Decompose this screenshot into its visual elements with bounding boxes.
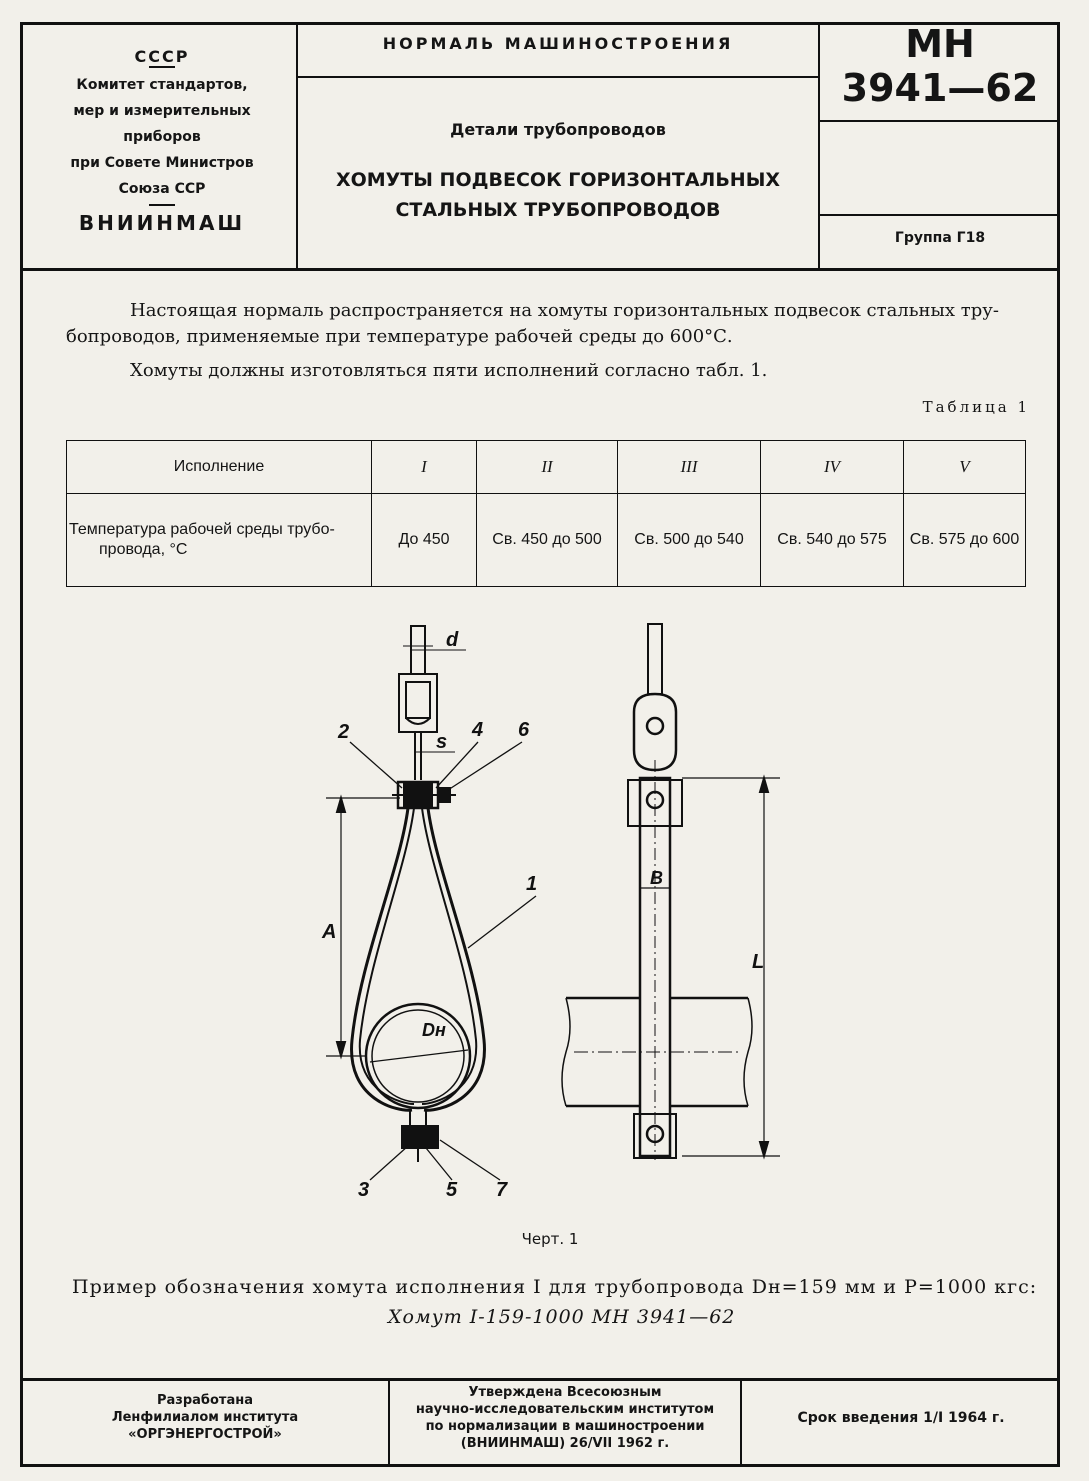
label-part-7: 7 bbox=[496, 1179, 508, 1201]
footer-top-rule bbox=[20, 1378, 1060, 1381]
group-rule bbox=[820, 214, 1060, 216]
table-cell: Св. 540 до 575 bbox=[761, 494, 904, 587]
dev-line-3: «ОРГЭНЕРГОСТРОЙ» bbox=[128, 1427, 282, 1442]
label-part-2: 2 bbox=[338, 721, 350, 743]
label-A: A bbox=[322, 921, 337, 943]
label-L: L bbox=[752, 951, 765, 973]
dev-line-2: Ленфилиалом института bbox=[111, 1410, 299, 1425]
label-part-1: 1 bbox=[526, 873, 538, 895]
table-col-header: II bbox=[477, 441, 618, 494]
intro-line-1: Настоящая нормаль распространяется на хомуты горизонтальных подвесок стальных тру- bbox=[130, 300, 999, 321]
org-line: мер и измерительных bbox=[73, 103, 251, 119]
label-part-3: 3 bbox=[358, 1179, 370, 1201]
header-bottom-rule bbox=[20, 268, 1060, 271]
label-d: d bbox=[446, 629, 459, 651]
approval-line-3: по нормализации в машиностроении bbox=[425, 1419, 705, 1434]
approval-line-2: научно-исследовательским институтом bbox=[415, 1402, 715, 1417]
table-header-row bbox=[67, 441, 1026, 494]
intro-paragraph-2: Хомуты должны изготовляться пяти исполнений согласно табл. 1. bbox=[130, 360, 768, 381]
technical-drawing bbox=[0, 600, 1089, 1260]
doc-title-line-2: СТАЛЬНЫХ ТРУБОПРОВОДОВ bbox=[395, 199, 721, 221]
row-label-line-1: Температура рабочей среды трубо- bbox=[69, 521, 335, 538]
org-name: ВНИИНМАШ bbox=[78, 211, 246, 235]
code-rule bbox=[820, 120, 1060, 122]
group-label: Группа Г18 bbox=[894, 230, 986, 246]
table-caption: Таблица 1 bbox=[922, 398, 1030, 416]
standard-code bbox=[820, 22, 1060, 110]
doc-title bbox=[298, 165, 818, 225]
header-divider-1 bbox=[296, 22, 298, 270]
normal-title: НОРМАЛЬ МАШИНОСТРОЕНИЯ bbox=[382, 34, 734, 53]
org-line: приборов bbox=[123, 129, 201, 145]
front-view bbox=[326, 626, 536, 1180]
table-col-header: I bbox=[372, 441, 477, 494]
label-s: s bbox=[436, 731, 448, 753]
code-number: 3941—62 bbox=[841, 66, 1039, 110]
approval-line-4: (ВНИИНМАШ) 26/VII 1962 г. bbox=[460, 1436, 670, 1451]
table-cell: Св. 575 до 600 bbox=[904, 494, 1026, 587]
table-cell: До 450 bbox=[372, 494, 477, 587]
table-row-label bbox=[67, 494, 372, 587]
label-part-5: 5 bbox=[446, 1179, 458, 1201]
effective-date: Срок введения 1/I 1964 г. bbox=[797, 1410, 1005, 1426]
org-block bbox=[28, 44, 296, 236]
doc-title-line-1: ХОМУТЫ ПОДВЕСОК ГОРИЗОНТАЛЬНЫХ bbox=[335, 169, 781, 191]
normal-title-rule bbox=[298, 76, 818, 78]
table-col-header: IV bbox=[761, 441, 904, 494]
intro-paragraph-1 bbox=[66, 298, 1028, 350]
table-col-header: III bbox=[618, 441, 761, 494]
subject-title: Детали трубопроводов bbox=[450, 120, 666, 139]
org-country: СССР bbox=[134, 47, 190, 66]
table-col-header: V bbox=[904, 441, 1026, 494]
intro-line-2: бопроводов, применяемые при температуре рабочей среды до 600°С. bbox=[66, 326, 733, 347]
row-label-line-2: провода, °С bbox=[99, 541, 188, 558]
table-header-label: Исполнение bbox=[67, 441, 372, 494]
side-view bbox=[562, 624, 780, 1160]
developer-block bbox=[22, 1392, 388, 1443]
example-line-2: Хомут I-159-1000 МН 3941—62 bbox=[388, 1306, 736, 1328]
drawing-caption: Черт. 1 bbox=[521, 1230, 579, 1248]
org-line: при Совете Министров bbox=[70, 155, 254, 171]
label-Dn: Dн bbox=[422, 1020, 446, 1040]
table-cell: Св. 500 до 540 bbox=[618, 494, 761, 587]
code-prefix: МН bbox=[905, 22, 975, 66]
approval-block bbox=[390, 1384, 740, 1452]
label-part-6: 6 bbox=[518, 719, 530, 741]
approval-line-1: Утверждена Всесоюзным bbox=[468, 1385, 662, 1400]
table-cell: Св. 450 до 500 bbox=[477, 494, 618, 587]
dev-line-1: Разработана bbox=[156, 1393, 253, 1408]
table-1 bbox=[66, 440, 1026, 587]
label-part-4: 4 bbox=[472, 719, 484, 741]
label-B: B bbox=[650, 868, 663, 888]
table-row bbox=[67, 494, 1026, 587]
org-line: Комитет стандартов, bbox=[76, 77, 248, 93]
example-line-1: Пример обозначения хомута исполнения I для трубопровода Dн=159 мм и Р=1000 кгс: bbox=[72, 1276, 1038, 1298]
org-line: Союза ССР bbox=[118, 181, 206, 197]
